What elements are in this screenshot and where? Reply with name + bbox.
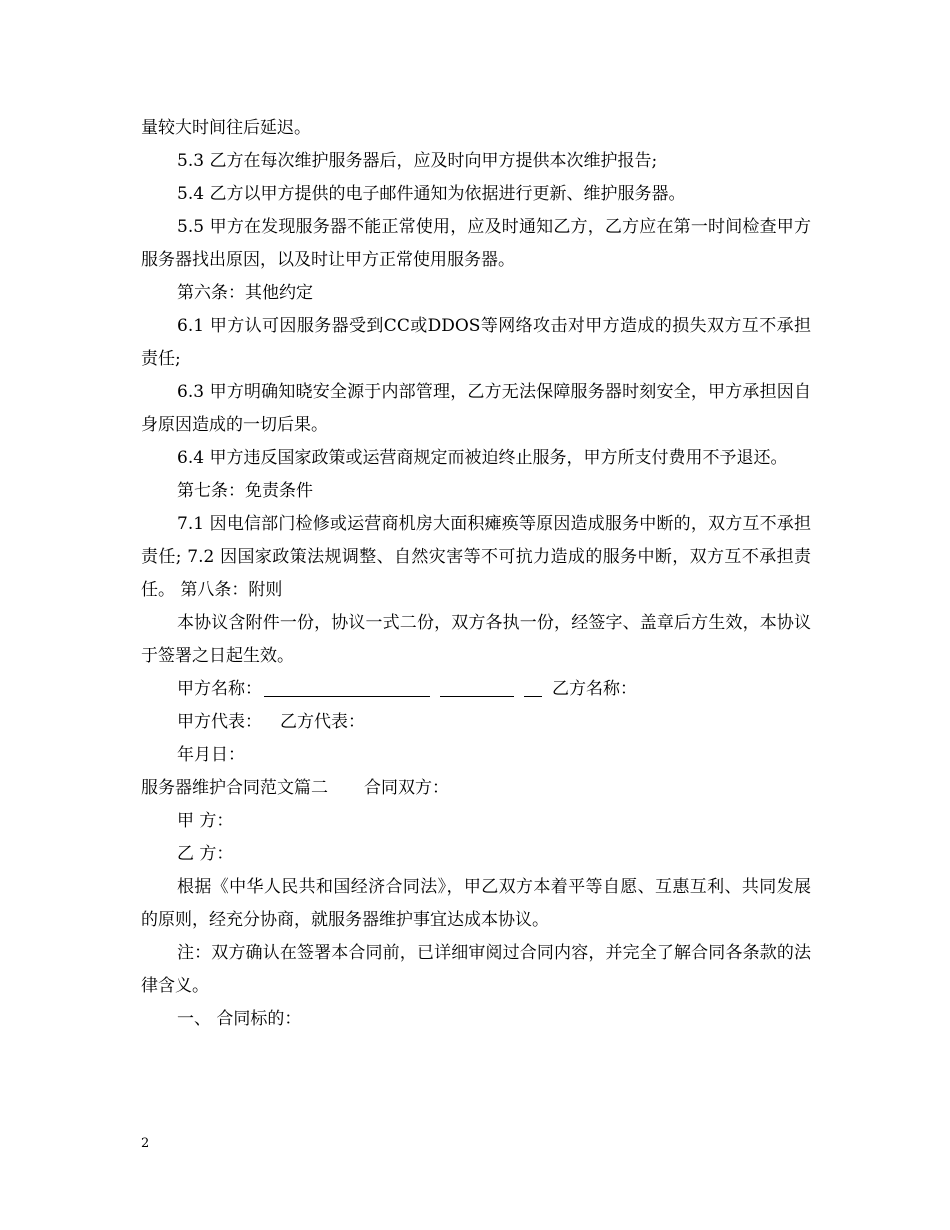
signature-name-line [141, 673, 811, 706]
document-body [141, 112, 811, 1036]
clause-5-4: 5.4 乙方以甲方提供的电子邮件通知为依据进行更新、维护服务器。 [177, 184, 686, 204]
party-a-line: 甲 方： [177, 811, 234, 831]
clause-7-1-7-2: 7.1 因电信部门检修或运营商机房大面积瘫痪等原因造成服务中断的，双方互不承担责任; 7.2 因国家政策法规调整、自然灾害等不可抗力造成的服务中断，双方互不承担责任。 第八条：附则 [141, 514, 811, 600]
clause-5-5: 5.5 甲方在发现服务器不能正常使用，应及时通知乙方，乙方应在第一时间检查甲方服务器找出原因，以及时让甲方正常使用服务器。 [141, 217, 811, 270]
article-6-heading: 第六条：其他约定 [177, 283, 313, 303]
clause-6-3: 6.3 甲方明确知晓安全源于内部管理，乙方无法保障服务器时刻安全，甲方承担因自身原因造成的一切后果。 [141, 382, 811, 435]
note-paragraph: 注：双方确认在签署本合同前，已详细审阅过合同内容，并完全了解合同各条款的法律含义。 [141, 943, 811, 996]
section-2-title: 服务器维护合同范文篇二 [141, 778, 328, 798]
date-line: 年月日： [177, 745, 245, 765]
party-a-name-label: 甲方名称： [177, 679, 262, 699]
clause-6-1: 6.1 甲方认可因服务器受到CC或DDOS等网络攻击对甲方造成的损失双方互不承担责任; [141, 316, 811, 369]
party-a-name-blank [264, 678, 430, 697]
party-b-rep-label: 乙方代表： [280, 712, 365, 732]
preamble-paragraph: 根据《中华人民共和国经济合同法》，甲乙双方本着平等自愿、互惠互利、共同发展的原则，经充分协商，就服务器维护事宜达成本协议。 [141, 877, 811, 930]
section-2-title-line [141, 772, 811, 805]
party-b-name-label: 乙方名称： [552, 679, 637, 699]
clause-5-3: 5.3 乙方在每次维护服务器后，应及时向甲方提供本次维护报告; [177, 151, 658, 171]
page-number: 2 [141, 1136, 150, 1151]
party-a-name-blank-2 [440, 678, 514, 697]
contract-parties-label: 合同双方： [364, 778, 449, 798]
party-b-line: 乙 方： [177, 844, 234, 864]
paragraph: 量较大时间往后延迟。 [141, 118, 311, 138]
signature-rep-line [141, 706, 811, 739]
party-a-name-blank-3 [524, 678, 542, 697]
party-a-rep-label: 甲方代表： [177, 712, 262, 732]
contract-subject-heading: 一、 合同标的： [177, 1009, 302, 1029]
article-7-heading: 第七条：免责条件 [177, 481, 313, 501]
supplementary-paragraph: 本协议含附件一份，协议一式二份，双方各执一份，经签字、盖章后方生效，本协议于签署之日起生效。 [141, 613, 811, 666]
clause-6-4: 6.4 甲方违反国家政策或运营商规定而被迫终止服务，甲方所支付费用不予退还。 [177, 448, 788, 468]
